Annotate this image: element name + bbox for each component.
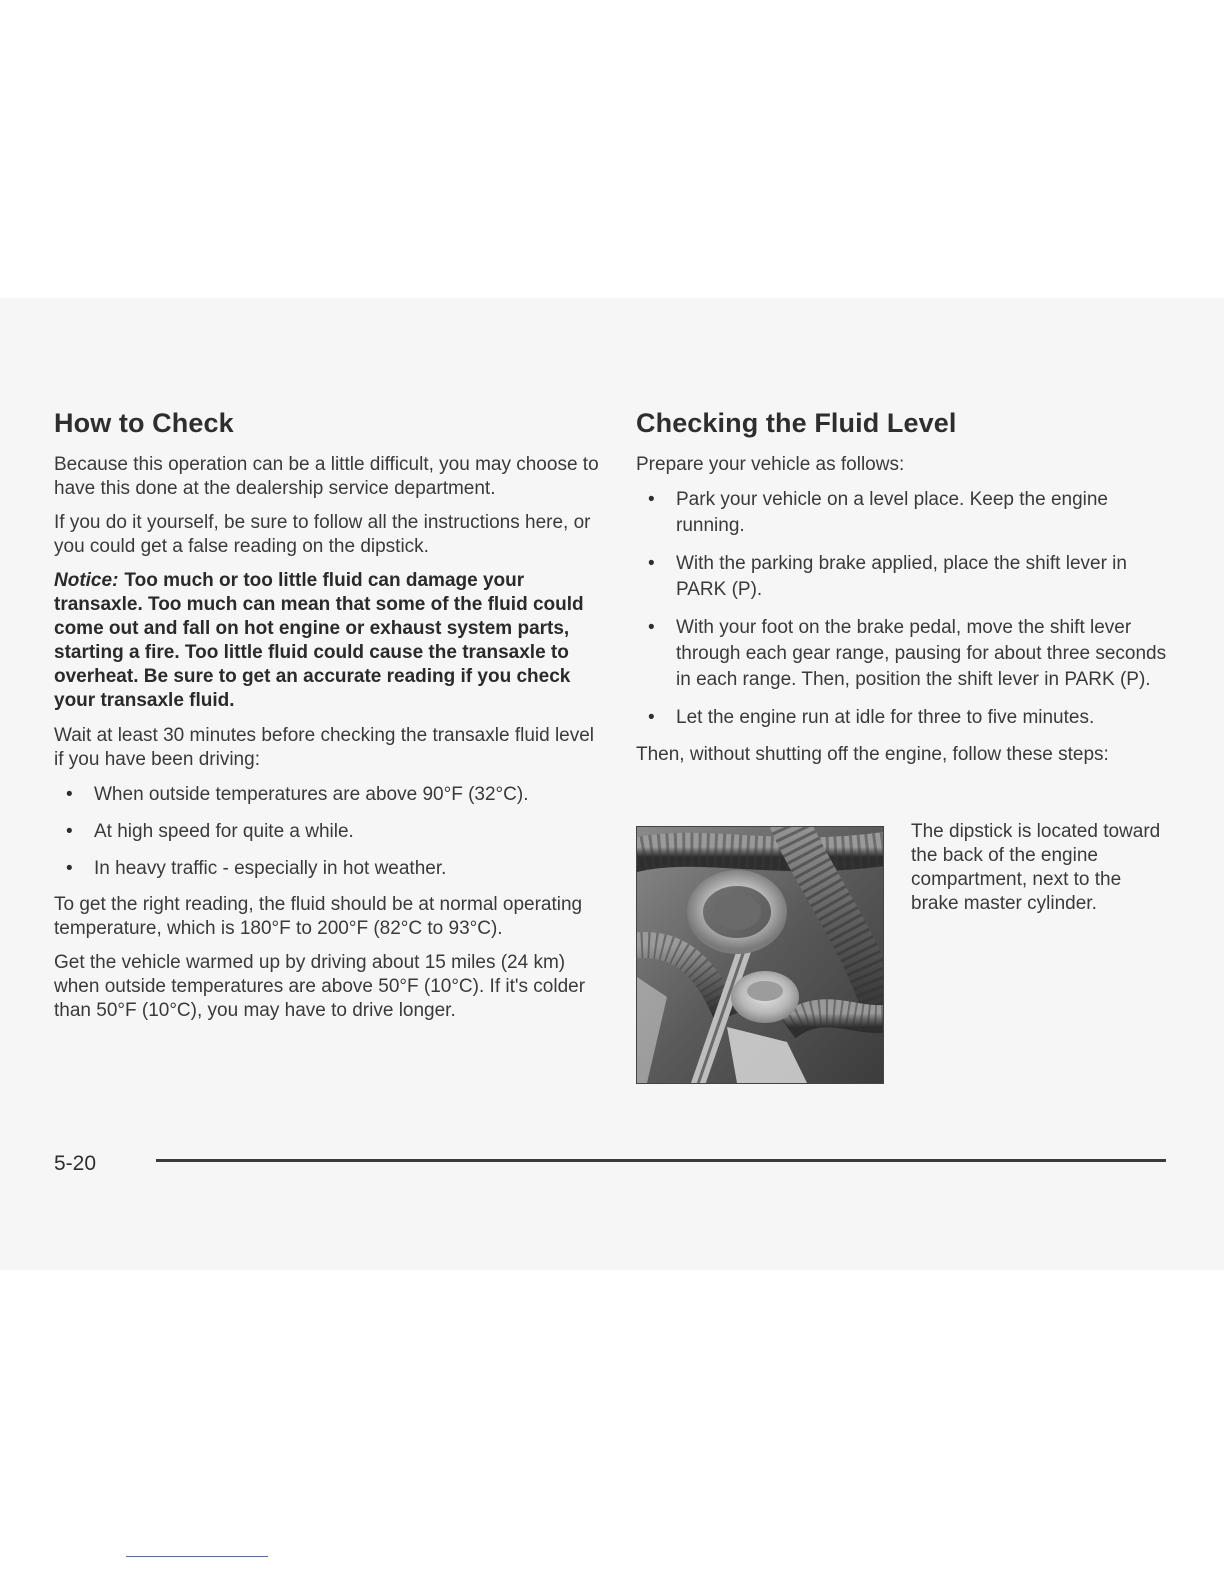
notice-label: Notice:: [54, 570, 119, 591]
dipstick-caption: The dipstick is located toward the back of the engine compartment, next to the brake master cylinder.: [911, 821, 1161, 914]
list-item: • With the parking brake applied, place the shift lever in PARK (P).: [636, 551, 1171, 603]
list-item: • In heavy traffic - especially in hot weather.: [54, 856, 599, 882]
list-item: • Park your vehicle on a level place. Keep the engine running.: [636, 487, 1171, 539]
page-number: 5-20: [54, 1152, 97, 1175]
temperature-paragraph: To get the right reading, the fluid should be at normal operating temperature, which is 180°F to 200°F (82°C to 93°C).: [54, 894, 583, 939]
notice-paragraph: [54, 569, 599, 713]
dipstick-photo: [636, 826, 884, 1084]
list-item: • At high speed for quite a while.: [54, 819, 599, 845]
list-item: • When outside temperatures are above 90°F (32°C).: [54, 782, 599, 808]
list-item: • Let the engine run at idle for three to five minutes.: [636, 705, 1171, 731]
driving-conditions-list: [54, 782, 599, 882]
notice-text: Too much or too little fluid can damage your transaxle. Too much can mean that some of the fluid could come out and fall on hot engine or exhaust system parts, starting a fire. Too little fluid could cause the transaxle to overheat. Be sure to get an accurate reading if you check your transaxle fluid.: [54, 570, 584, 711]
page-footer: [54, 1148, 1166, 1178]
checking-fluid-level-heading: Checking the Fluid Level: [636, 408, 957, 438]
do-it-yourself-paragraph: If you do it yourself, be sure to follow all the instructions here, or you could get a false reading on the dipstick.: [54, 512, 591, 557]
list-item: • With your foot on the brake pedal, move the shift lever through each gear range, pausing for about three seconds in each range. Then, position the shift lever in PARK (P).: [636, 615, 1171, 693]
left-column: [54, 408, 599, 1033]
prepare-paragraph: Prepare your vehicle as follows:: [636, 454, 905, 475]
how-to-check-heading: How to Check: [54, 408, 234, 438]
wait-paragraph: Wait at least 30 minutes before checking the transaxle fluid level if you have been driving:: [54, 725, 595, 770]
bottom-rule: [126, 1556, 268, 1557]
dipstick-figure: [636, 821, 1171, 1086]
intro-paragraph: Because this operation can be a little difficult, you may choose to have this done at the dealership service department.: [54, 454, 599, 499]
then-paragraph: Then, without shutting off the engine, follow these steps:: [636, 744, 1109, 765]
footer-rule: [156, 1159, 1166, 1162]
right-column: [636, 408, 1171, 777]
prepare-steps-list: [636, 487, 1171, 731]
warm-up-paragraph: Get the vehicle warmed up by driving about 15 miles (24 km) when outside temperatures are above 50°F (10°C). If it's colder than 50°F (10°C), you may have to drive longer.: [54, 952, 586, 1021]
